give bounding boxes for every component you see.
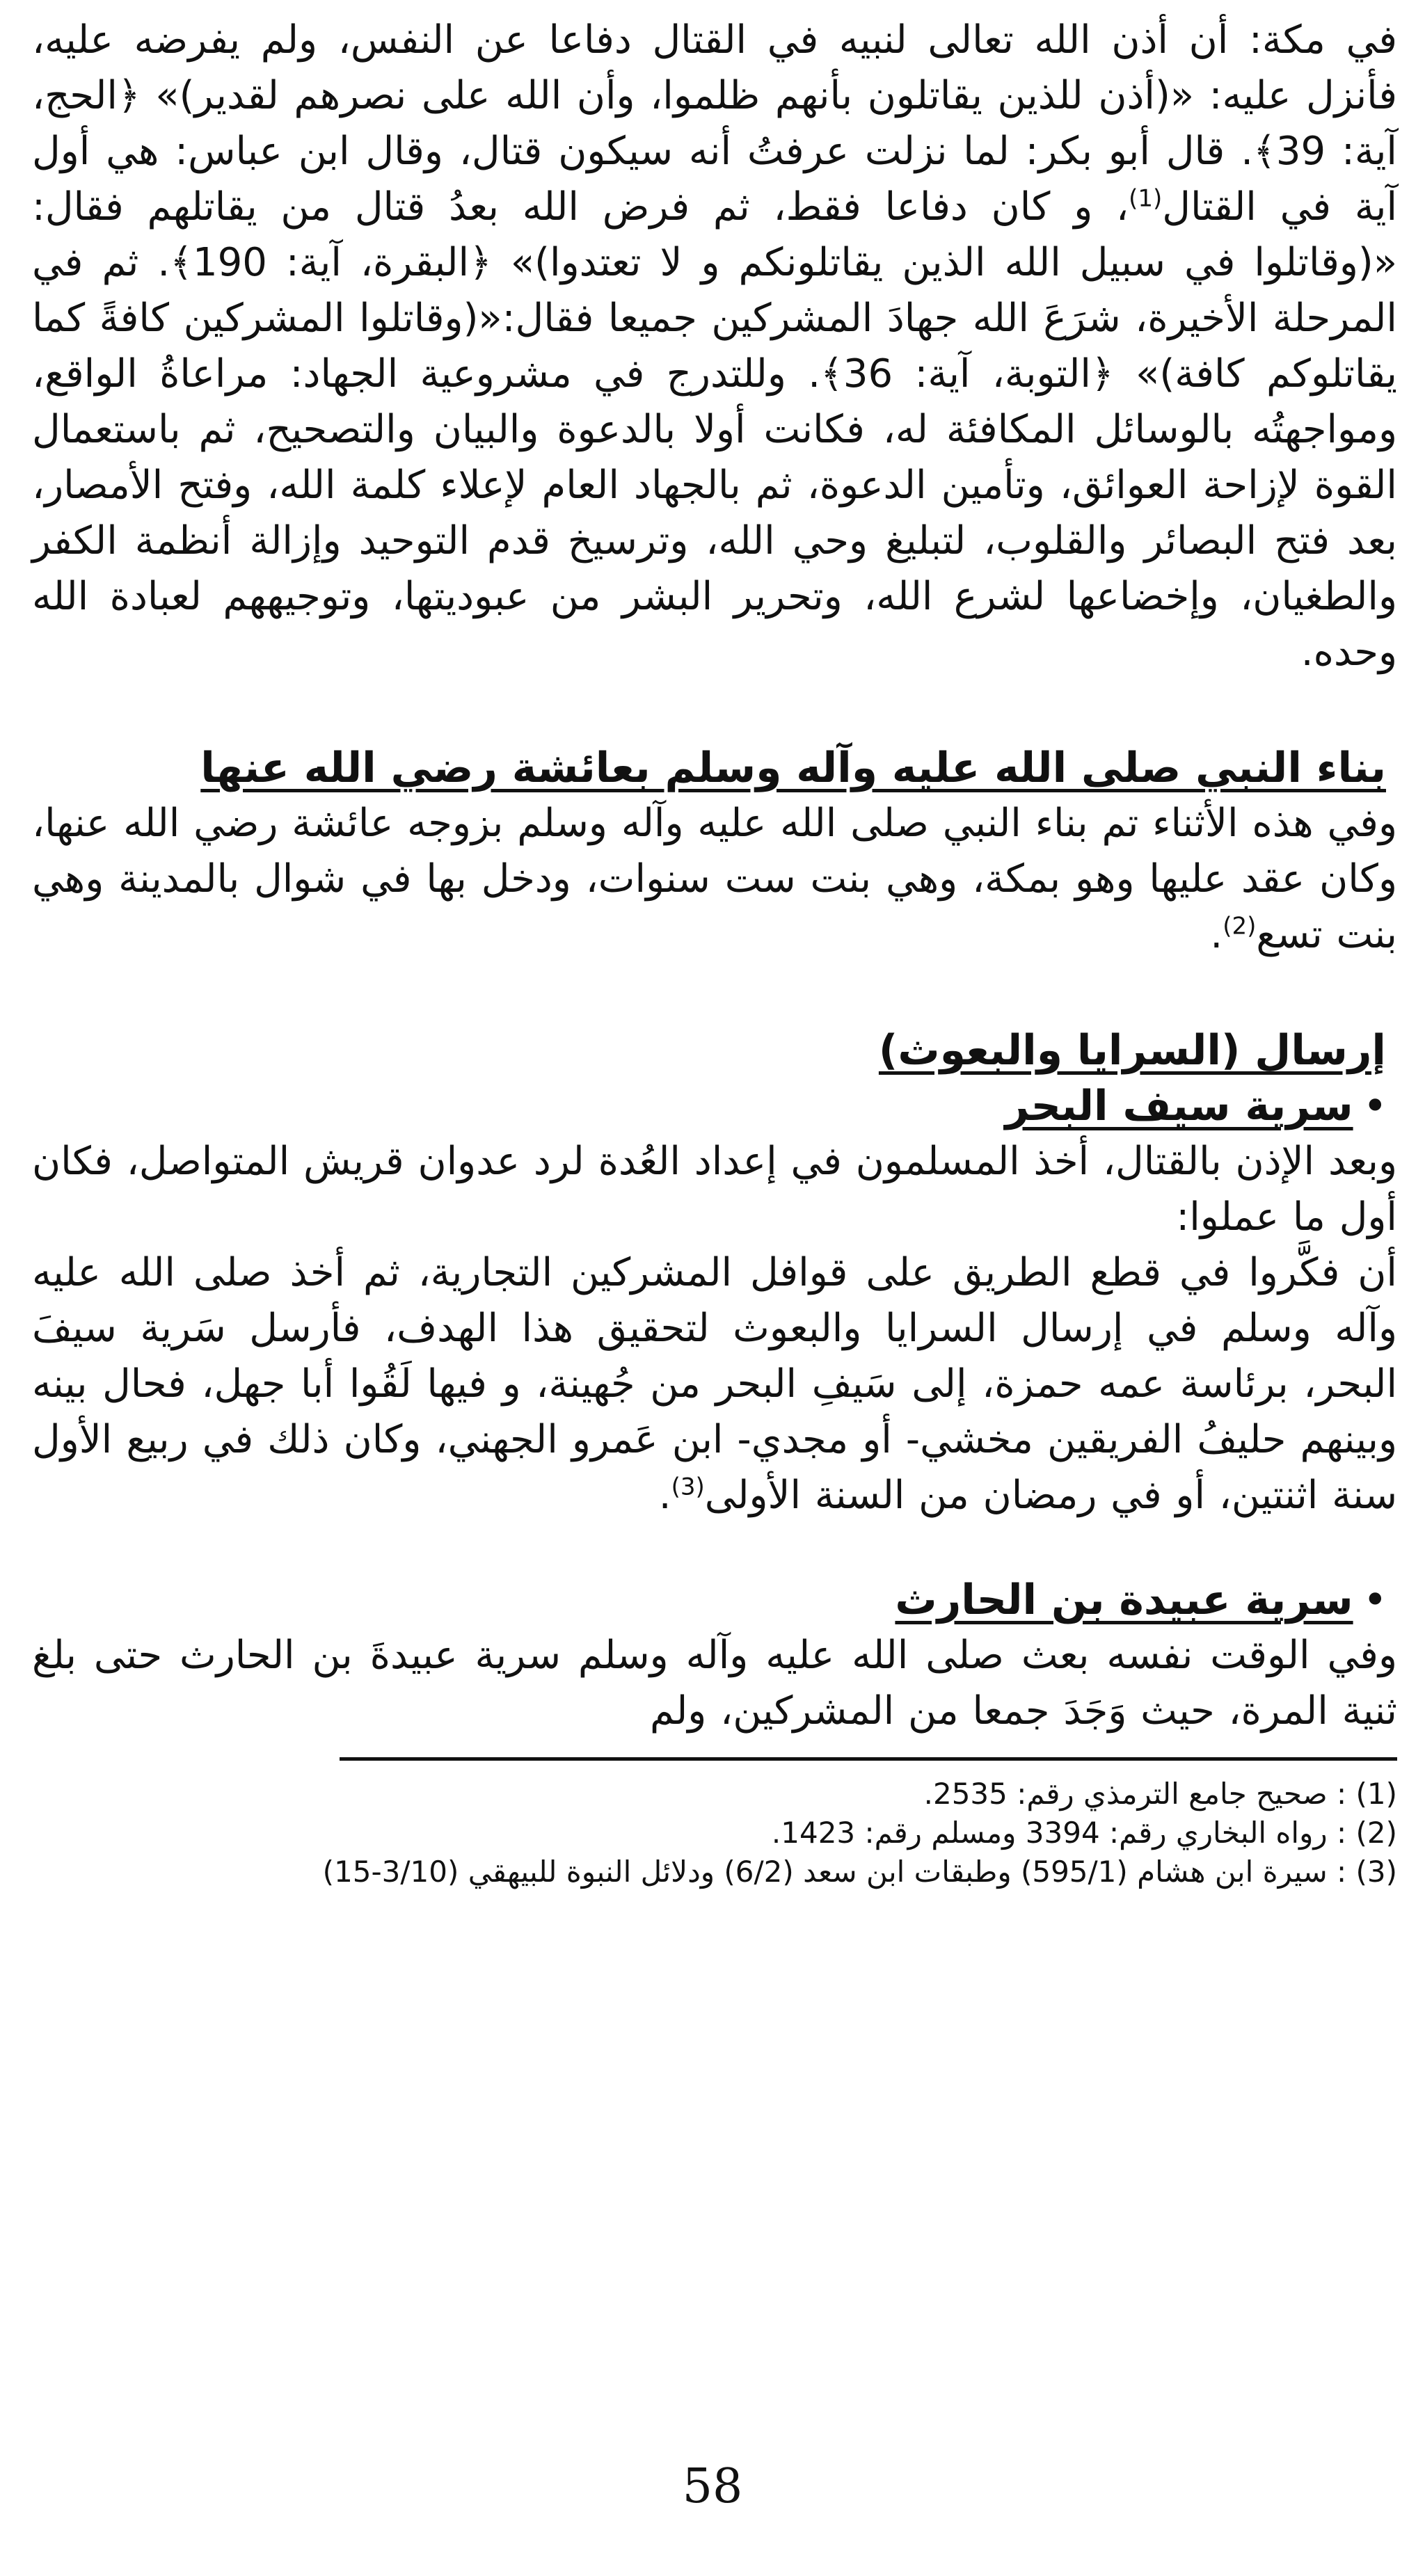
aisha-paragraph xyxy=(32,796,1397,963)
footnote-divider xyxy=(340,1757,1397,1761)
bullet-icon: • xyxy=(1362,1576,1387,1624)
sub-heading-sif-albahr: سرية سيف البحر xyxy=(1005,1082,1353,1130)
spacer xyxy=(32,1523,1397,1572)
footnote-ref-1[interactable]: (1) xyxy=(1129,184,1163,213)
page-number: 58 xyxy=(682,2459,743,2514)
section-heading-aisha: بناء النبي صلى الله عليه وآله وسلم بعائشة رضي الله عنها xyxy=(200,744,1386,792)
footnote-ref-2[interactable]: (2) xyxy=(1223,912,1257,941)
expedition-text: أن فكَّروا في قطع الطريق على قوافل المشركين التجارية، ثم أخذ صلى الله عليه وآله وسلم في إرسال السرايا والبعوث لتحقيق هذا الهدف، فأرسل سَرية سيفَ البحر، برئاسة عمه حمزة، إلى سَيفِ البحر من جُهينة، و فيها لَقُوا أبا جهل، فحال بينه وبينهم حليفُ الفريقين مخشي- أو مجدي- ابن عَمرو الجهني، وكان ذلك في ربيع الأول سنة اثنتين، أو في رمضان من السنة الأولى xyxy=(32,1250,1397,1518)
footnotes xyxy=(32,1775,1397,1891)
bullet-icon: • xyxy=(1362,1082,1387,1130)
ubayda-paragraph: وفي الوقت نفسه بعث صلى الله عليه وآله وسلم سرية عبيدةَ بن الحارث حتى بلغ ثنية المرة، حيث وَجَدَ جمعا من المشركين، ولم xyxy=(32,1633,1397,1734)
footnote-ref-3[interactable]: (3) xyxy=(671,1473,705,1501)
bullet-row-ubayda xyxy=(32,1572,1397,1628)
section-heading-expeditions: إرسال (السرايا والبعوث) xyxy=(878,1026,1386,1075)
aisha-text: وفي هذه الأثناء تم بناء النبي صلى الله عليه وآله وسلم بزوجه عائشة رضي الله عنها، وكان عقد عليها وهو بمكة، وهي بنت ست سنوات، ودخل بها في شوال بالمدينة وهي بنت تسع xyxy=(32,801,1397,957)
intro-text-part-2: ، و كان دفاعا فقط، ثم فرض الله بعدُ قتال من يقاتلهم فقال: «(وقاتلوا في سبيل الله الذين يقاتلونكم و لا تعتدوا)» ﴿البقرة، آية: 190﴾. ثم في المرحلة الأخيرة، شرَعَ الله جهادَ المشركين جميعا فقال:«(وقاتلوا المشركين كافةً كما يقاتلوكم كافة)» ﴿التوبة، آية: 36﴾. وللتدرج في مشروعية الجهاد: مراعاةُ الواقع، ومواجهتُه بالوسائل المكافئة له، فكانت أولا بالدعوة والبيان والتصحيح، ثم باستعمال القوة لإزاحة العوائق، وتأمين الدعوة، ثم بالجهاد العام لإعلاء كلمة الله، وفتح الأمصار، بعد فتح البصائر والقلوب، لتبليغ وحي الله، وترسيخ قدم التوحيد وإزالة أنظمة الكفر والطغيان، وإخضاعها لشرع الله، وتحرير البشر من عبوديتها، وتوجيههم لعبادة الله وحده. xyxy=(32,184,1397,675)
intro-text-part-1: في مكة: أن أذن الله تعالى لنبيه في القتال دفاعا عن النفس، ولم يفرضه عليه، فأنزل عليه: «(أذن للذين يقاتلون بأنهم ظلموا، وأن الله على نصرهم لقدير)» ﴿الحج، آية: 39﴾. قال أبو بكر: لما نزلت عرفتُ أنه سيكون قتال، وقال ابن عباس: هي أول آية في القتال xyxy=(32,17,1398,230)
footnote-3: (3) : سيرة ابن هشام (595/1) وطبقات ابن سعد (6/2) ودلائل النبوة للبيهقي (3/10-15) xyxy=(322,1855,1397,1889)
footnote-2: (2) : رواه البخاري رقم: 3394 ومسلم رقم: 1423. xyxy=(771,1816,1397,1850)
spacer xyxy=(32,680,1397,740)
book-page xyxy=(32,13,1397,2559)
expedition-paragraph-2 xyxy=(32,1245,1397,1523)
expedition-text-end: . xyxy=(658,1473,671,1518)
footnote-1: (1) : صحيح جامع الترمذي رقم: 2535. xyxy=(923,1777,1397,1811)
bullet-row-sif-albahr xyxy=(32,1078,1397,1134)
aisha-text-end: . xyxy=(1210,912,1223,957)
intro-paragraph xyxy=(32,13,1397,680)
expedition-paragraph-1: وبعد الإذن بالقتال، أخذ المسلمون في إعداد العُدة لرد عدوان قريش المتواصل، فكان أول ما عملوا: xyxy=(32,1139,1397,1240)
spacer xyxy=(32,963,1397,1023)
sub-heading-ubayda: سرية عبيدة بن الحارث xyxy=(895,1576,1353,1624)
